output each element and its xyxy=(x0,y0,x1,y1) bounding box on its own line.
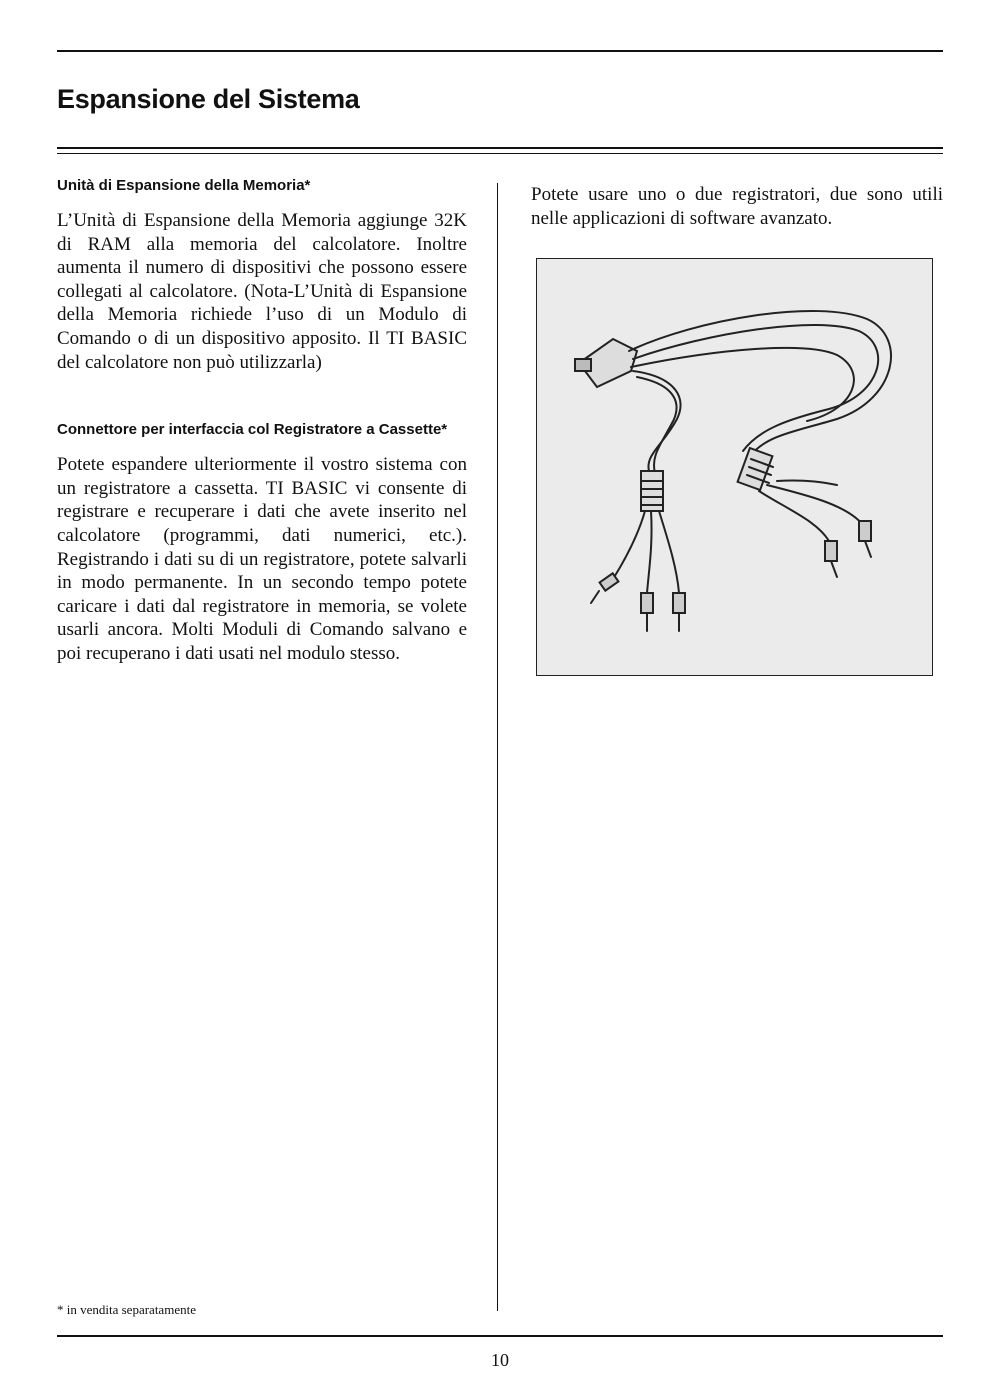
right-column xyxy=(531,183,943,676)
section-heading-cassette-interface: Connettore per interfaccia col Registratore a Cassette* xyxy=(57,421,448,439)
section-body-cassette-interface: Potete espandere ulteriormente il vostro sistema con un registratore a cassetta. TI BASIC vi consente di registrare e recuperare i dati che avete inserito nel calcolatore (programmi, dati numerici, etc.). Registrando i dati su di un registratore, potete salvarli in modo permanente. In un secondo tempo potete caricare i dati dal registratore in memoria, se volete usarli ancora. Molti Moduli di Comando salvano e poi recuperano i dati usati nel modulo stesso. xyxy=(57,454,467,664)
title-rule xyxy=(57,147,943,149)
column-divider xyxy=(497,183,498,1311)
title-rule-thin xyxy=(57,153,943,154)
page-title: Espansione del Sistema xyxy=(57,84,360,114)
cassette-cable-icon xyxy=(537,259,932,675)
top-rule xyxy=(57,50,943,52)
bottom-rule xyxy=(57,1335,943,1337)
right-column-body: Potete usare uno o due registratori, due sono utili nelle applicazioni di software avanzato. xyxy=(531,184,943,229)
section-body-memory-expansion: L’Unità di Espansione della Memoria aggiunge 32K di RAM alla memoria del calcolatore. Inoltre aumenta il numero di dispositivi che possono essere collegati al calcolatore. (Nota-L’Unità di Espansione della Memoria richiede l’uso di un Modulo di Comando o di un dispositivo apposito. Il TI BASIC del calcolatore non può utilizzarla) xyxy=(57,210,467,373)
section-cassette-interface xyxy=(57,420,467,665)
page-number: 10 xyxy=(491,1350,509,1370)
footnote: * in vendita separatamente xyxy=(57,1302,196,1317)
left-column xyxy=(57,176,467,666)
cassette-cable-figure xyxy=(536,258,933,676)
section-heading-memory-expansion: Unità di Espansione della Memoria* xyxy=(57,177,311,194)
